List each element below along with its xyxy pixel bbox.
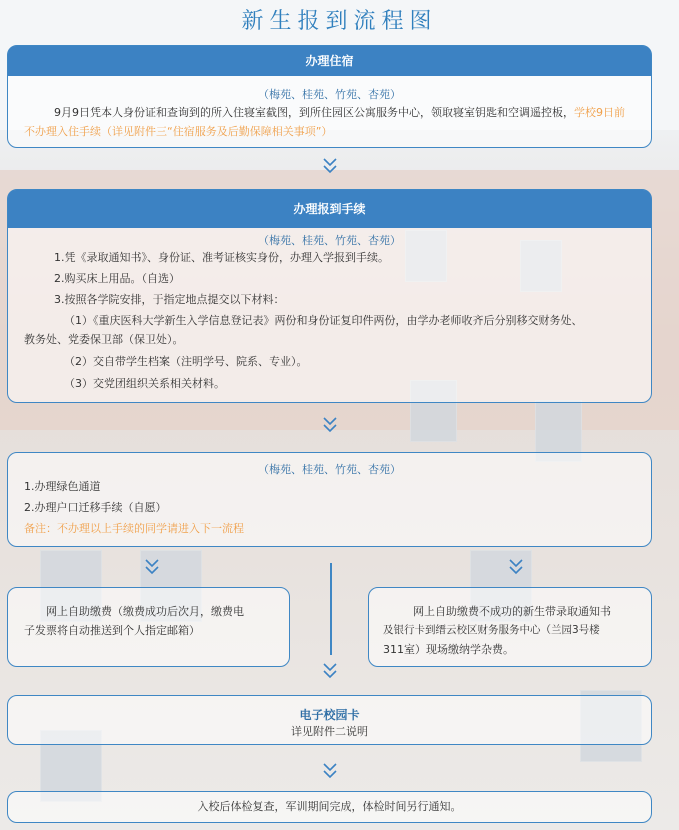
step-registration-header: 办理报到手续: [8, 190, 651, 228]
chevron-down-icon: [322, 416, 338, 434]
step-registration-card: [7, 189, 652, 403]
onsite-payment-line: 311室）现场缴纳学杂费。: [383, 643, 514, 656]
list-item: 1.办理绿色通道: [24, 480, 101, 493]
online-payment-card: [7, 587, 290, 667]
campus-card-title: 电子校园卡: [299, 708, 360, 722]
campus-card-step: [7, 695, 652, 745]
list-item: 2.办理户口迁移手续（自愿）: [24, 501, 167, 514]
chevron-down-icon: [322, 157, 338, 175]
list-item: 3.按照各学院安排，于指定地点提交以下材料：: [54, 293, 285, 306]
chevron-down-icon: [508, 558, 524, 576]
online-payment-line: 子发票将自动推送到个人指定邮箱）: [24, 624, 200, 637]
step-optional-campuses: （梅苑、桂苑、竹苑、杏苑）: [258, 463, 401, 476]
physical-exam-text: 入校后体检复查，军训期间完成，体检时间另行通知。: [197, 800, 462, 813]
step-accommodation-header: 办理住宿: [8, 46, 651, 76]
onsite-payment-line: 及银行卡到缙云校区财务服务中心（兰园3号楼: [383, 624, 600, 636]
list-item: （3）交党团组织关系相关材料。: [64, 377, 225, 390]
list-item: （2）交自带学生档案（注明学号、院系、专业）。: [64, 355, 308, 368]
connector-line: [330, 563, 332, 655]
online-payment-line: 网上自助缴费（缴费成功后次月，缴费电: [46, 605, 244, 618]
chevron-down-icon: [144, 558, 160, 576]
physical-exam-step: [7, 791, 652, 823]
page-title: 新生报到流程图: [241, 9, 438, 34]
onsite-payment-card: [368, 587, 652, 667]
list-item: 1.凭《录取通知书》、身份证、准考证核实身份，办理入学报到手续。: [54, 251, 389, 264]
note-text: 备注：不办理以上手续的同学请进入下一流程: [24, 522, 244, 535]
chevron-down-icon: [322, 762, 338, 780]
chevron-down-icon: [322, 662, 338, 680]
list-item: 教务处、党委保卫部（保卫处）。: [24, 333, 184, 346]
step-optional-card: [7, 452, 652, 547]
step-accommodation-text: 9月9日凭本人身份证和查询到的所入住寝室截图，到所住园区公寓服务中心，领取寝室钥匙和空调遥控板，学校9日前不办理入住手续（详见附件三“住宿服务及后勤保障相关事项”）: [24, 106, 625, 138]
step-registration-campuses: （梅苑、桂苑、竹苑、杏苑）: [258, 234, 401, 247]
campus-card-desc: 详见附件二说明: [291, 725, 368, 738]
list-item: 2.购买床上用品。（自选）: [54, 272, 180, 285]
step-accommodation-campuses: （梅苑、桂苑、竹苑、杏苑）: [258, 88, 401, 101]
onsite-payment-line: 网上自助缴费不成功的新生带录取通知书: [413, 605, 611, 618]
list-item: （1）《重庆医科大学新生入学信息登记表》两份和身份证复印件两份，由学办老师收齐后分别移交财务处、: [64, 314, 583, 327]
step-accommodation-card: [7, 45, 652, 148]
